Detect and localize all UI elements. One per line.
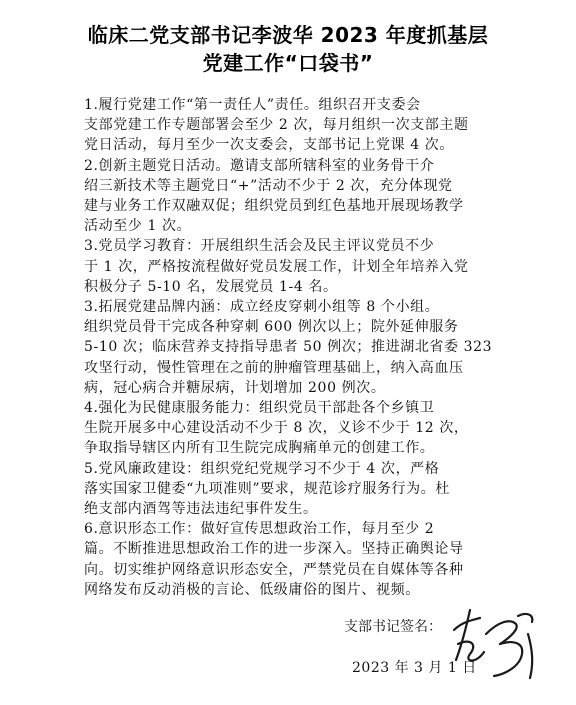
- body-line: 篇。不断推进思想政治工作的进一步深入。坚持正确舆论导: [84, 541, 464, 558]
- body-line: 积极分子 5-10 名，发展党员 1-4 名。: [84, 278, 338, 295]
- body-line: 5.党风廉政建设：组织党纪党规学习不少于 4 次，严格: [84, 460, 440, 477]
- body-line: 绝支部内酒驾等违法违纪事件发生。: [84, 501, 318, 517]
- body-line: 争取指导辖区内所有卫生院完成胸痛单元的创建工作。: [84, 440, 435, 457]
- document-title-line-2: 党建工作“口袋书”: [202, 51, 374, 75]
- body-line: 支部党建工作专题部署会至少 2 次，每月组织一次支部主题: [84, 117, 469, 134]
- body-line: 4.强化为民健康服务能力：组织党员干部赴各个乡镇卫: [84, 400, 435, 416]
- body-line: 组织党员骨干完成各种穿刺 600 例次以上；院外延伸服务: [84, 319, 459, 336]
- body-line: 落实国家卫健委“九项准则”要求，规范诊疗服务行为。杜: [84, 480, 450, 497]
- document-title-line-1: 临床二党支部书记李波华 2023 年度抓基层: [87, 23, 489, 47]
- body-line: 向。切实维护网络意识形态安全，严禁党员在自媒体等各种: [84, 561, 464, 578]
- body-line: 网络发布反动消极的言论、低级庸俗的图片、视频。: [84, 581, 420, 598]
- body-line: 5-10 次；临床营养支持指导患者 50 例次；推进湖北省委 323: [84, 339, 493, 356]
- body-line: 活动至少 1 次。: [84, 218, 192, 235]
- signature-date: 2023 年 3 月 1 日: [352, 660, 477, 676]
- body-line: 建与业务工作双融双促；组织党员到红色基地开展现场教学: [84, 198, 464, 214]
- body-line: 1.履行党建工作“第一责任人”责任。组织召开支委会: [84, 97, 421, 113]
- body-line: 攻坚行动，慢性管理在之前的肿瘤管理基础上，纳入高血压: [84, 359, 464, 376]
- body-line: 2.创新主题党日活动。邀请支部所辖科室的业务骨干介: [84, 157, 435, 174]
- body-line: 3.拓展党建品牌内涵：成立经皮穿刺小组等 8 个小组。: [84, 299, 440, 315]
- body-line: 3.党员学习教育：开展组织生活会及民主评议党员不少: [84, 238, 435, 255]
- body-line: 绍三新技术等主题党日“+”活动不少于 2 次，充分体现党: [84, 177, 453, 194]
- body-line: 生院开展多中心建设活动不少于 8 次，义诊不少于 12 次，: [84, 420, 469, 437]
- signature-label: 支部书记签名：: [344, 619, 442, 635]
- body-line: 于 1 次，严格按流程做好党员发展工作，计划全年培养入党: [84, 258, 469, 275]
- body-line: 6.意识形态工作：做好宣传思想政治工作，每月至少 2: [84, 521, 435, 538]
- body-line: 党日活动，每月至少一次支委会，支部书记上党课 4 次。: [84, 137, 455, 154]
- body-line: 病，冠心病合并糖尿病，计划增加 200 例次。: [84, 379, 386, 396]
